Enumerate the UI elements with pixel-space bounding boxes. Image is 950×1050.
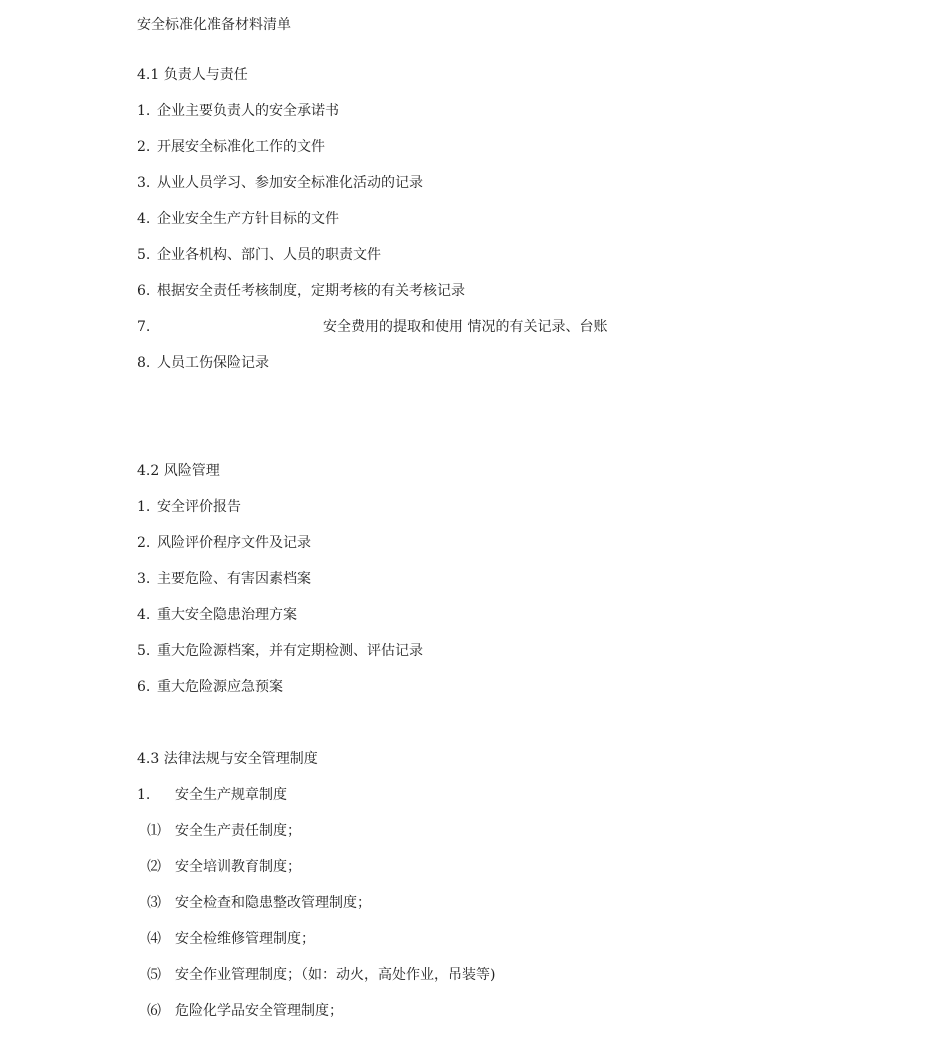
subitem-text: 危险化学品安全管理制度；	[175, 1003, 343, 1019]
item-number: 4.	[137, 211, 151, 227]
item-number: 5.	[137, 247, 151, 263]
section-heading-4-1: 4.1 负责人与责任	[137, 67, 248, 83]
subitem-number: ⑴	[147, 823, 161, 839]
sub-list-item	[147, 1002, 343, 1020]
list-item	[137, 534, 311, 552]
subitem-text: 安全生产责任制度；	[175, 823, 301, 839]
sub-list-item	[147, 894, 371, 912]
list-item	[137, 318, 607, 336]
item-number: 8.	[137, 355, 151, 371]
list-item	[137, 570, 311, 588]
item-number: 6.	[137, 679, 151, 695]
list-item	[137, 642, 423, 660]
item-text: 风险评价程序文件及记录	[157, 535, 311, 551]
list-item	[137, 498, 241, 516]
item-text: 企业安全生产方针目标的文件	[157, 211, 339, 227]
subitem-number: ⑶	[147, 895, 161, 911]
subitem-number: ⑷	[147, 931, 161, 947]
item-text: 企业主要负责人的安全承诺书	[157, 103, 339, 119]
document-title: 安全标准化准备材料清单	[137, 17, 291, 33]
item-number: 2.	[137, 139, 151, 155]
item-number: 6.	[137, 283, 151, 299]
item-number: 7.	[137, 319, 151, 335]
item-text: 安全费用的提取和使用 情况的有关记录、台账	[323, 319, 608, 335]
list-item	[137, 102, 339, 120]
item-text: 主要危险、有害因素档案	[157, 571, 311, 587]
list-item	[137, 246, 381, 264]
section-heading-4-2: 4.2 风险管理	[137, 463, 220, 479]
subitem-number: ⑵	[147, 859, 161, 875]
item-text: 重大危险源应急预案	[157, 679, 283, 695]
item-text: 重大危险源档案，并有定期检测、评估记录	[157, 643, 423, 659]
section-heading-4-3: 4.3 法律法规与安全管理制度	[137, 751, 318, 767]
item-number: 2.	[137, 535, 151, 551]
list-item	[137, 354, 269, 372]
list-item	[137, 138, 325, 156]
item-number: 1.	[137, 103, 151, 119]
item-text: 重大安全隐患治理方案	[157, 607, 297, 623]
sub-list-item	[147, 930, 315, 948]
item-number: 3.	[137, 175, 151, 191]
item-text: 安全生产规章制度	[175, 787, 287, 803]
item-number: 5.	[137, 643, 151, 659]
list-item	[137, 606, 297, 624]
subitem-text: 安全检查和隐患整改管理制度；	[175, 895, 371, 911]
list-item	[137, 210, 339, 228]
list-item	[137, 678, 283, 696]
item-number: 1.	[137, 787, 151, 803]
item-text: 根据安全责任考核制度，定期考核的有关考核记录	[157, 283, 465, 299]
subitem-text: 安全检维修管理制度；	[175, 931, 315, 947]
list-item	[137, 282, 465, 300]
list-item	[137, 174, 423, 192]
item-number: 1.	[137, 499, 151, 515]
sub-list-item	[147, 966, 495, 984]
item-text: 开展安全标准化工作的文件	[157, 139, 325, 155]
subitem-number: ⑹	[147, 1003, 161, 1019]
subitem-number: ⑸	[147, 967, 161, 983]
subitem-text: 安全培训教育制度；	[175, 859, 301, 875]
item-text: 从业人员学习、参加安全标准化活动的记录	[157, 175, 423, 191]
subitem-text: 安全作业管理制度；（如：动火，高处作业，吊装等)	[175, 967, 496, 983]
item-text: 企业各机构、部门、人员的职责文件	[157, 247, 381, 263]
item-number: 3.	[137, 571, 151, 587]
item-text: 人员工伤保险记录	[157, 355, 269, 371]
item-number: 4.	[137, 607, 151, 623]
item-text: 安全评价报告	[157, 499, 241, 515]
sub-list-item	[147, 822, 301, 840]
list-item	[137, 786, 287, 804]
sub-list-item	[147, 858, 301, 876]
